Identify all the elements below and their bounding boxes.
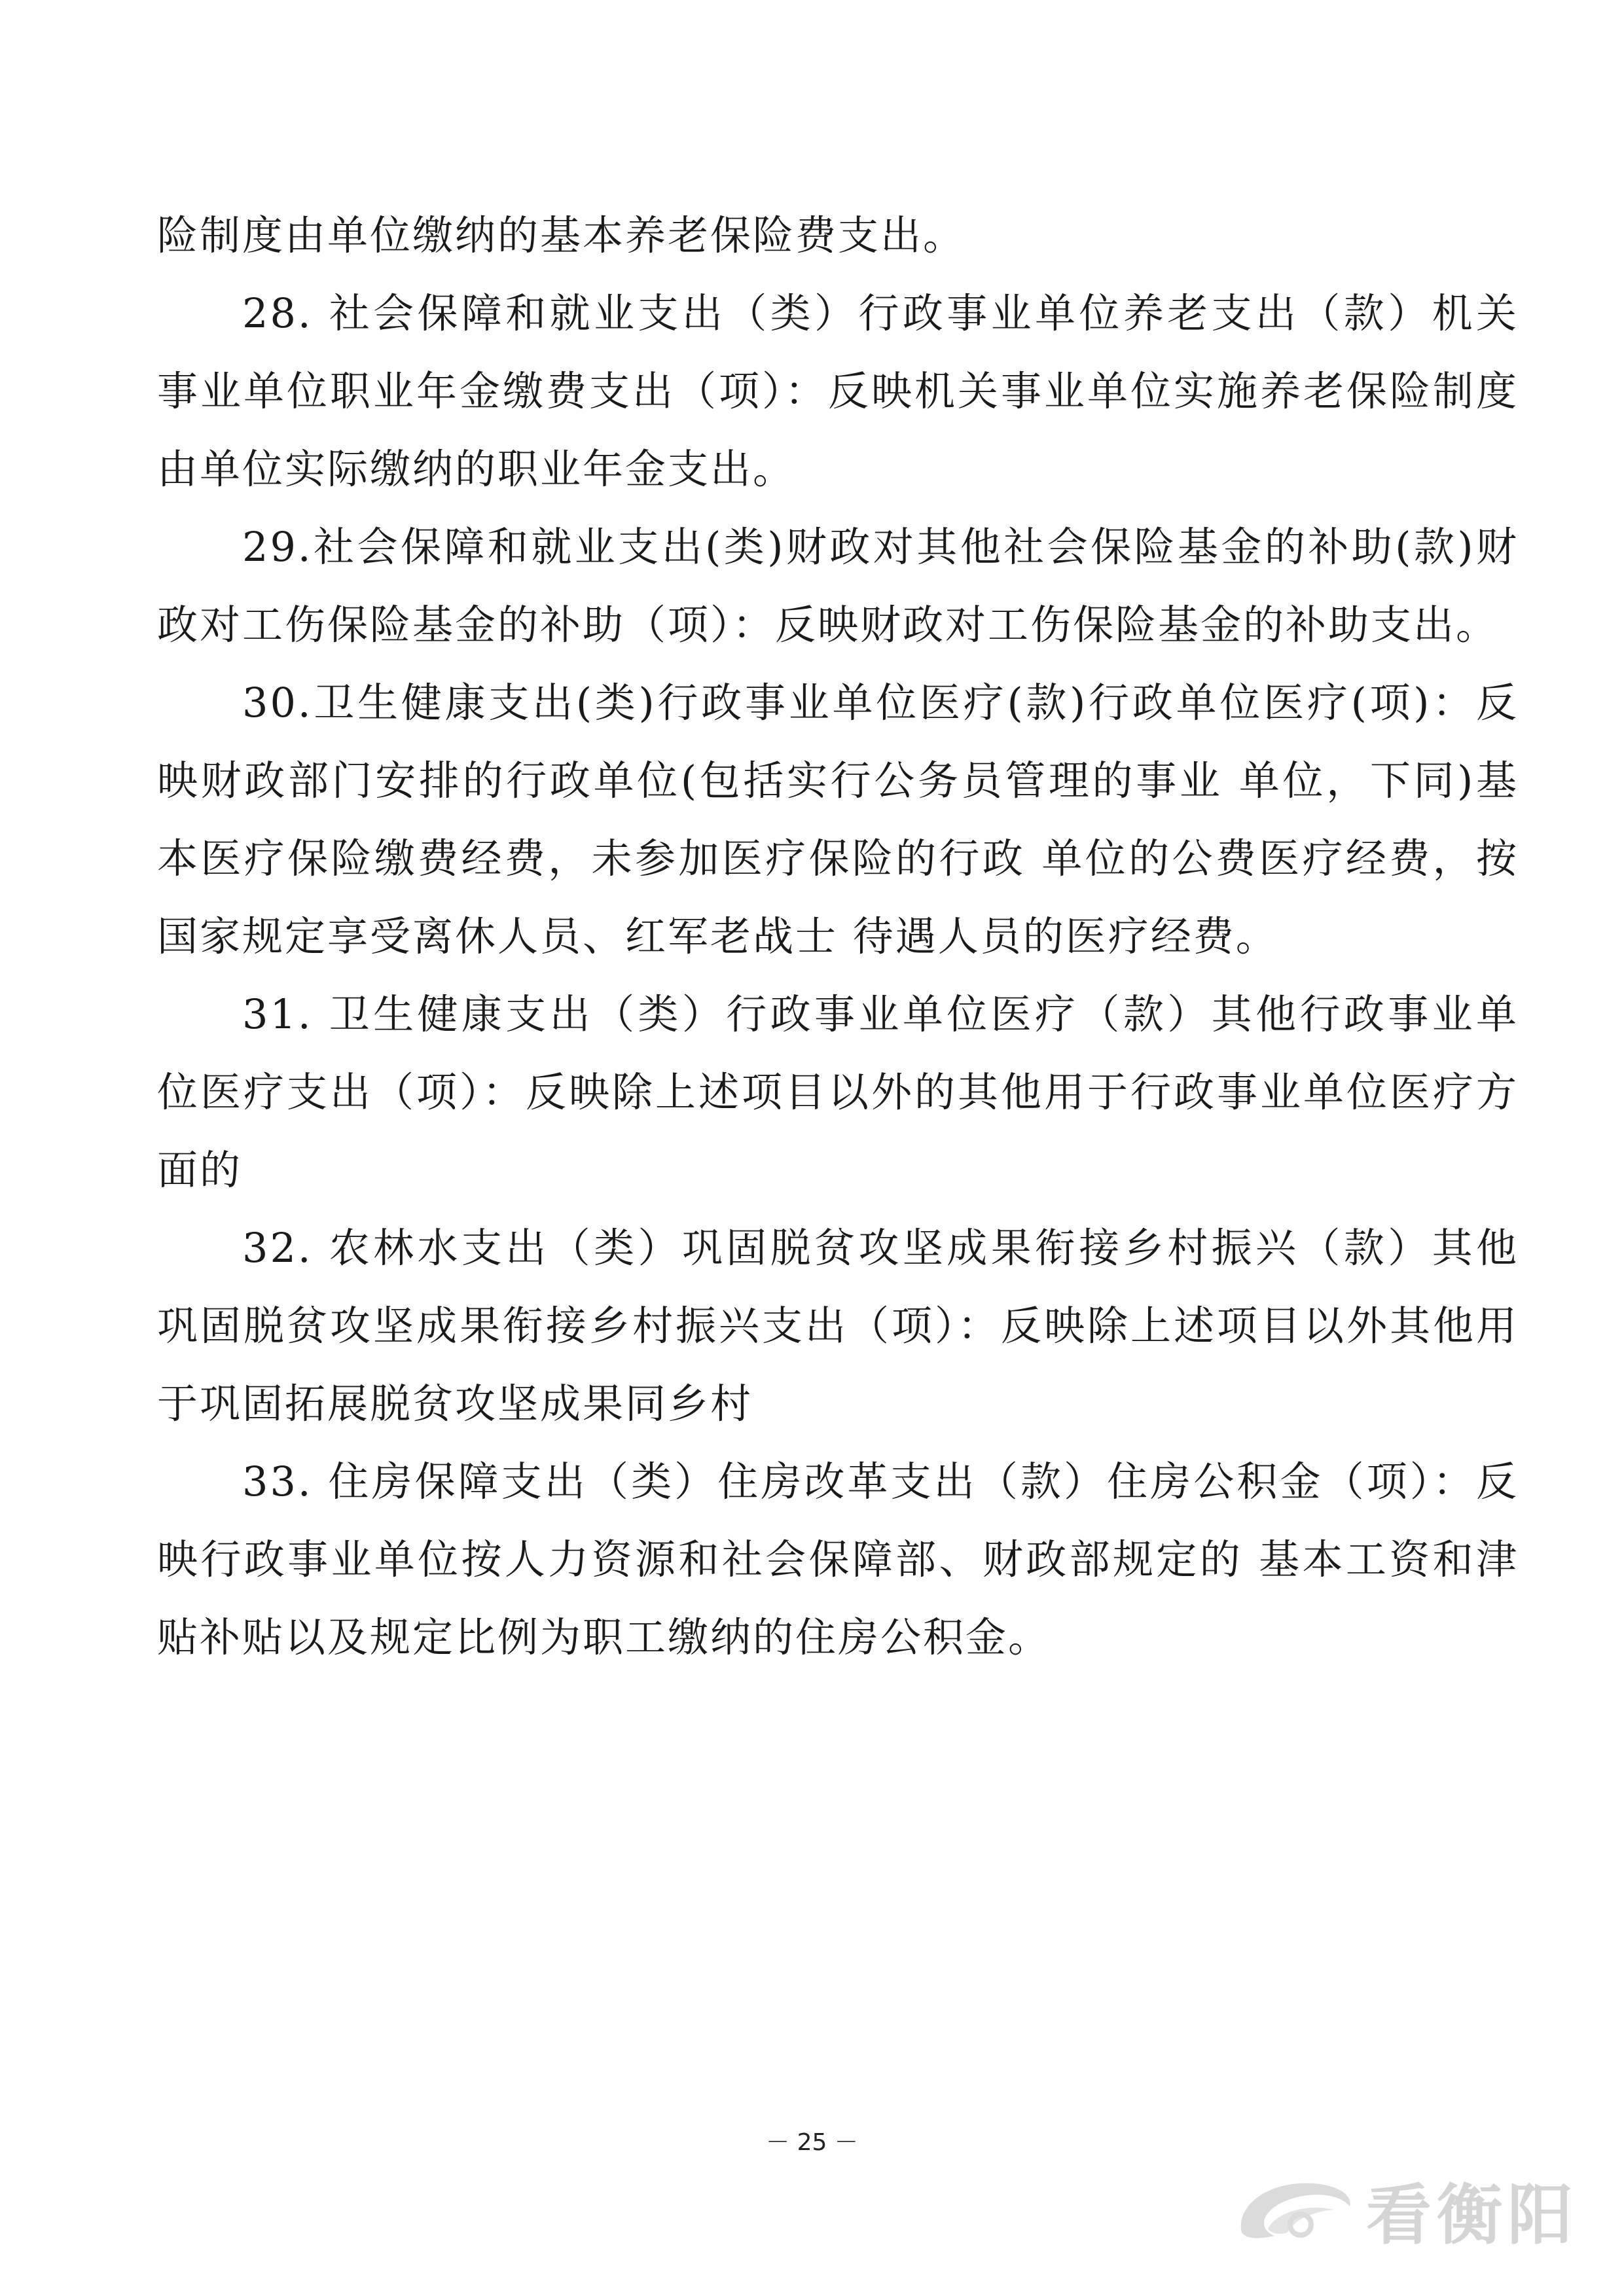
paragraph-item-28: 28. 社会保障和就业支出（类）行政事业单位养老支出（款）机关事业单位职业年金缴费支出（项）：反映机关事业单位实施养老保险制度由单位实际缴纳的职业年金支出。 [157,289,1519,493]
paragraph-item-33: 33. 住房保障支出（类）住房改革支出（款）住房公积金（项）：反映行政事业单位按人力资源和社会保障部、财政部规定的 基本工资和津贴补贴以及规定比例为职工缴纳的住房公积金。 [157,1458,1519,1661]
watermark-text: 看衡阳 [1366,2177,1578,2253]
page-number: － 25 － [766,2129,858,2156]
document-body [157,196,1519,1676]
logo-swirl-icon [1229,2167,1360,2252]
paragraph-item-32: 32. 农林水支出（类）巩固脱贫攻坚成果衔接乡村振兴（款）其他巩固脱贫攻坚成果衔接乡村振兴支出（项）：反映除上述项目以外其他用于巩固拓展脱贫攻坚成果同乡村 [157,1224,1519,1427]
paragraph-item-29: 29.社会保障和就业支出(类)财政对其他社会保险基金的补助(款)财政对工伤保险基金的补助（项）：反映财政对工伤保险基金的补助支出。 [157,523,1519,649]
paragraph-item-30: 30.卫生健康支出(类)行政事业单位医疗(款)行政单位医疗(项)：反映财政部门安排的行政单位(包括实行公务员管理的事业 单位，下同)基本医疗保险缴费经费，未参加医疗保险的行政 单位的公费医疗经费，按国家规定享受离休人员、红军老战士 待遇人员的医疗经费。 [157,679,1519,960]
paragraph-item-31: 31. 卫生健康支出（类）行政事业单位医疗（款）其他行政事业单位医疗支出（项）：反映除上述项目以外的其他用于行政事业单位医疗方面的 [157,990,1519,1194]
watermark [1229,2162,1578,2257]
paragraph-continuation: 险制度由单位缴纳的基本养老保险费支出。 [157,211,966,259]
